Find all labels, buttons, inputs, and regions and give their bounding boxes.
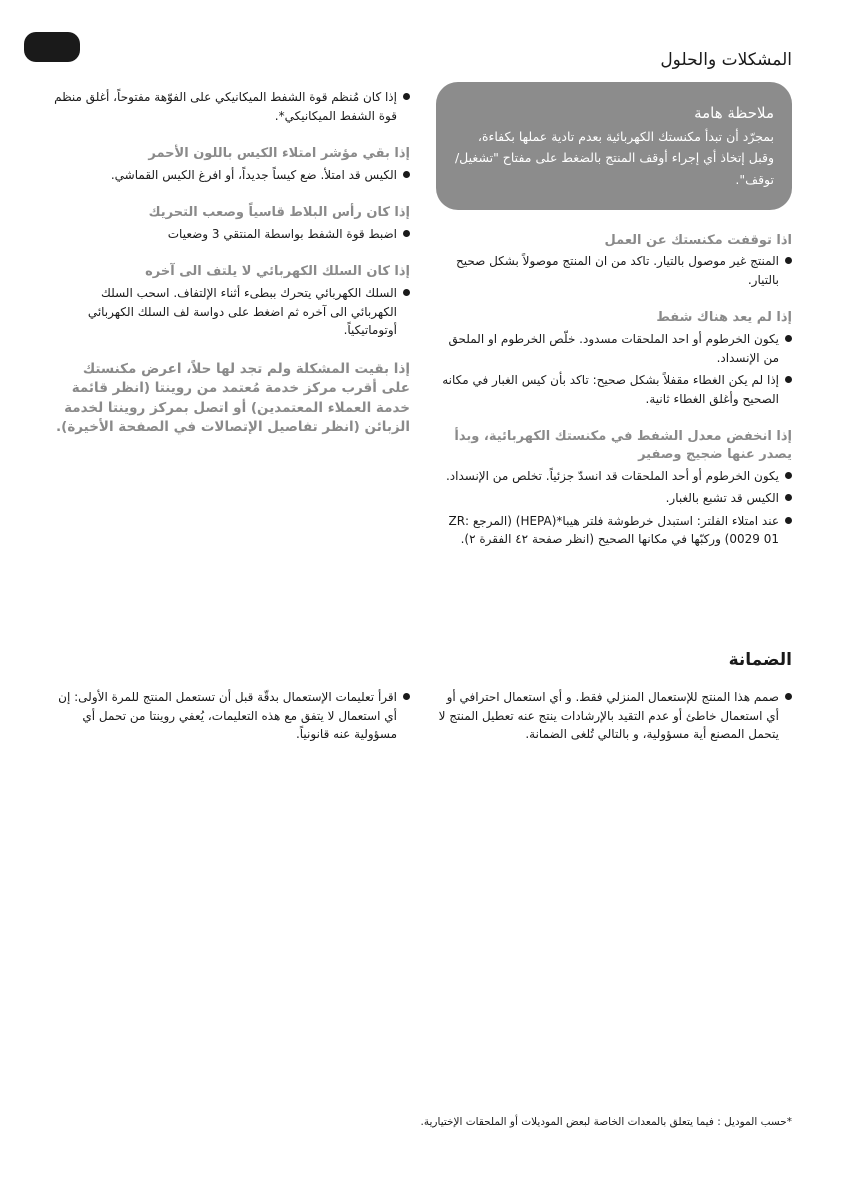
notice-body: بمجرّد أن تبدأ مكنستك الكهربائية بعدم تادية عملها بكفاءة، وقبل إتخاذ أي إجراء أوقف المنتج بالضغط على مفتاح "تشغيل/توقف". bbox=[454, 129, 774, 187]
item-text: اقرأ تعليمات الإستعمال بدقّة قبل أن تستعمل المنتج للمرة الأولى: إن أي استعمال لا يتفق مع هذه التعليمات، يُعفي روينتا من تحمل أي مسؤولية عنه قانونياً. bbox=[58, 690, 397, 742]
item-text: يكون الخرطوم أو أحد الملحقات قد انسدّ جزئياً. تخلص من الإنسداد. bbox=[445, 468, 779, 483]
bullet-icon bbox=[403, 230, 410, 237]
list-item bbox=[436, 467, 792, 486]
section-title: إذا كان السلك الكهربائي لا يلتف الى آخره bbox=[145, 264, 410, 280]
bullet-icon bbox=[785, 376, 792, 383]
bullet-icon bbox=[403, 171, 410, 178]
bullet-icon bbox=[403, 93, 410, 100]
troubleshooting-right-column bbox=[436, 50, 792, 569]
page-tab-marker bbox=[24, 32, 80, 62]
list-item bbox=[54, 225, 410, 244]
warranty-title: الضمانة bbox=[728, 650, 792, 670]
section-title: إذا كان رأس البلاط قاسياً وصعب التحريك bbox=[148, 205, 410, 221]
bullet-icon bbox=[785, 494, 792, 501]
section-title: إذا بقي مؤشر امتلاء الكيس باللون الأحمر bbox=[148, 146, 410, 162]
warranty-left-column bbox=[54, 688, 410, 748]
bullet-icon bbox=[403, 289, 410, 296]
troubleshooting-left-column bbox=[54, 88, 410, 438]
list-item bbox=[54, 284, 410, 340]
bullet-icon bbox=[785, 335, 792, 342]
section-no-suction bbox=[436, 309, 792, 408]
section-title: إذا انخفض معدل الشفط في مكنستك الكهربائية، وبدأ يصدر عنها ضجيج وصفير bbox=[454, 429, 792, 462]
list-item bbox=[436, 252, 792, 289]
section-title: إذا لم يعد هناك شفط bbox=[656, 310, 792, 326]
section-stopped-working bbox=[436, 232, 792, 290]
item-text: عند امتلاء الفلتر: استبدل خرطوشة فلتر هيبا*(HEPA) (المرجع :ZR 0029 01) وركبّها في مكانها الصحيح (انظر صفحة ٤٢ الفقرة ٢). bbox=[448, 513, 779, 547]
list-item bbox=[54, 166, 410, 185]
section-suction-regulator bbox=[54, 88, 410, 125]
list-item bbox=[436, 489, 792, 508]
list-item bbox=[436, 512, 792, 549]
footnote: *حسب الموديل : فيما يتعلق بالمعدات الخاصة لبعض الموديلات أو الملحقات الإختيارية. bbox=[420, 1116, 792, 1128]
item-text: اضبط قوة الشفط بواسطة المنتقي 3 وضعيات bbox=[167, 226, 397, 241]
section-bag-indicator bbox=[54, 145, 410, 184]
item-text: المنتج غير موصول بالتيار. تاكد من ان المنتج موصولاً بشكل صحيح بالتيار. bbox=[455, 254, 779, 287]
bullet-icon bbox=[785, 517, 792, 524]
notice-title: ملاحظة هامة bbox=[694, 104, 774, 122]
item-text: السلك الكهربائي يتحرك ببطىء أثناء الإلتفاف. اسحب السلك الكهربائي الى آخره ثم اضغط على دواسة لف السلك الكهربائي أوتوماتيكياً. bbox=[87, 286, 397, 338]
service-center-note: إذا بقيت المشكلة ولم تجد لها حلاً، اعرض مكنستك على أقرب مركز خدمة مُعتمد من روينتا (انظر قائمة خدمة العملاء المعتمدين) أو اتصل بمركز روينتا لخدمة الزبائن (انظر تفاصيل الإتصالات في الصفحة الأخيرة). bbox=[56, 360, 410, 436]
page-title: المشكلات والحلول bbox=[660, 50, 792, 70]
item-text: صمم هذا المنتج للإستعمال المنزلي فقط. و أي استعمال احترافي أو أي استعمال خاطئ أو عدم التقيد بالإرشادات ينتج عنه تعطيل المنتج لا يتحمل المصنع أية مسؤولية، و بالتالي تُلغى الضمانة. bbox=[438, 690, 779, 742]
section-reduced-suction bbox=[436, 428, 792, 548]
item-text: الكيس قد تشبع بالغبار. bbox=[665, 491, 779, 506]
bullet-icon bbox=[403, 693, 410, 700]
section-floor-head bbox=[54, 204, 410, 243]
important-notice-box bbox=[436, 82, 792, 210]
item-text: إذا كان مُنظم قوة الشفط الميكانيكي على الفوّهة مفتوحاً، أغلق منظم قوة الشفط الميكانيكي*. bbox=[54, 90, 397, 123]
list-item bbox=[54, 88, 410, 125]
bullet-icon bbox=[785, 257, 792, 264]
item-text: الكيس قد امتلأ. ضع كيساً جديداً، أو افرغ الكيس القماشي. bbox=[110, 167, 397, 182]
list-item bbox=[436, 330, 792, 367]
list-item bbox=[436, 688, 792, 744]
bullet-icon bbox=[785, 472, 792, 479]
section-title: اذا توقفت مكنستك عن العمل bbox=[604, 232, 792, 248]
list-item bbox=[436, 371, 792, 408]
list-item bbox=[54, 688, 410, 744]
item-text: يكون الخرطوم أو احد الملحقات مسدود. خلّص الخرطوم او الملحق من الإنسداد. bbox=[448, 332, 779, 365]
warranty-right-column bbox=[436, 688, 792, 748]
bullet-icon bbox=[785, 693, 792, 700]
section-cord-rewind bbox=[54, 263, 410, 339]
item-text: إذا لم يكن الغطاء مقفلاً بشكل صحيح: تاكد بأن كيس الغبار في مكانه الصحيح وأغلق الغطاء ثانية. bbox=[442, 373, 779, 406]
